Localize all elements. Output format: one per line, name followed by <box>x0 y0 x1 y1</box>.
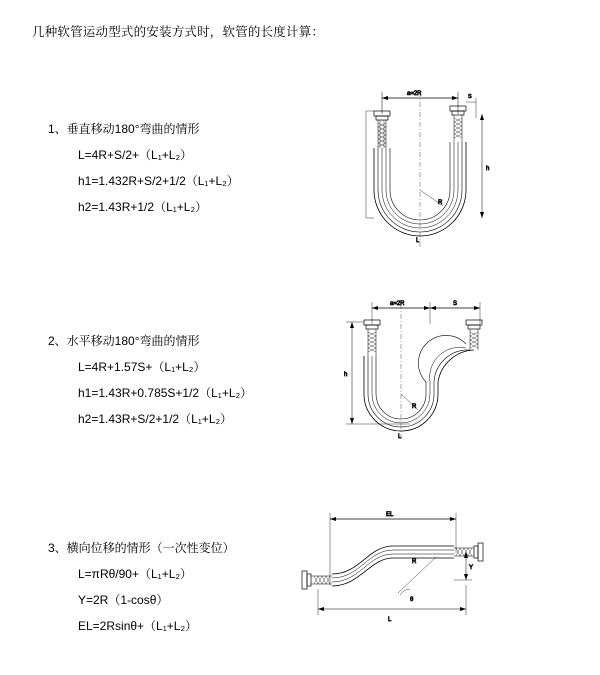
figure-lateral-offset <box>288 505 498 650</box>
page-title: 几种软管运动型式的安装方式时，软管的长度计算： <box>32 25 325 39</box>
section-1-text <box>48 116 239 220</box>
section-1-formula-1: L=4R+S/2+（L₁+L₂） <box>78 148 193 162</box>
section-3-text <box>48 535 235 639</box>
dim-label-l-2: L <box>398 434 402 440</box>
dim-label-el: EL <box>386 512 394 518</box>
dim-label-a2r: a=2R <box>407 91 422 97</box>
dim-label-s: S <box>468 94 472 100</box>
dim-label-y: Y <box>469 565 474 571</box>
section-1-heading: 1、垂直移动180°弯曲的情形 <box>48 122 200 136</box>
dim-label-h: h <box>486 166 490 172</box>
section-1-formula-3: h2=1.43R+1/2（L₁+L₂） <box>78 200 208 214</box>
dim-label-r-2: R <box>412 404 417 410</box>
section-3-formula-1: L=πRθ/90+（L₁+L₂） <box>78 567 193 581</box>
dim-label-s-2: S <box>453 301 458 307</box>
section-vertical-180 <box>0 78 600 268</box>
section-1-formula-2: h1=1.432R+S/2+1/2（L₁+L₂） <box>78 174 239 188</box>
section-3-formula-3: EL=2Rsinθ+（L₁+L₂） <box>78 619 198 633</box>
section-2-heading: 2、水平移动180°弯曲的情形 <box>48 334 200 348</box>
section-2-formula-3: h2=1.43R+S/2+1/2（L₁+L₂） <box>78 412 233 426</box>
section-horizontal-180 <box>0 290 600 480</box>
dim-label-a2r-2: a=2R <box>390 301 405 307</box>
dim-label-h-2: h <box>344 372 348 378</box>
section-2-formula-1: L=4R+1.57S+（L₁+L₂） <box>78 360 206 374</box>
dim-label-r-3: R <box>412 559 417 565</box>
section-2-formula-2: h1=1.43R+0.785S+1/2（L₁+L₂） <box>78 386 253 400</box>
section-2-text <box>48 328 252 432</box>
section-3-formula-2: Y=2R（1-cosθ） <box>78 593 169 607</box>
dim-label-theta: θ <box>410 597 414 603</box>
figure-horizontal-180 <box>310 290 500 470</box>
section-3-heading: 3、横向位移的情形（一次性变位） <box>48 541 235 555</box>
figure-vertical-180 <box>310 78 500 268</box>
section-lateral-offset <box>0 505 600 670</box>
dim-label-r: R <box>438 200 443 206</box>
dim-label-l: L <box>416 238 420 244</box>
dim-label-l-3: L <box>388 617 392 623</box>
